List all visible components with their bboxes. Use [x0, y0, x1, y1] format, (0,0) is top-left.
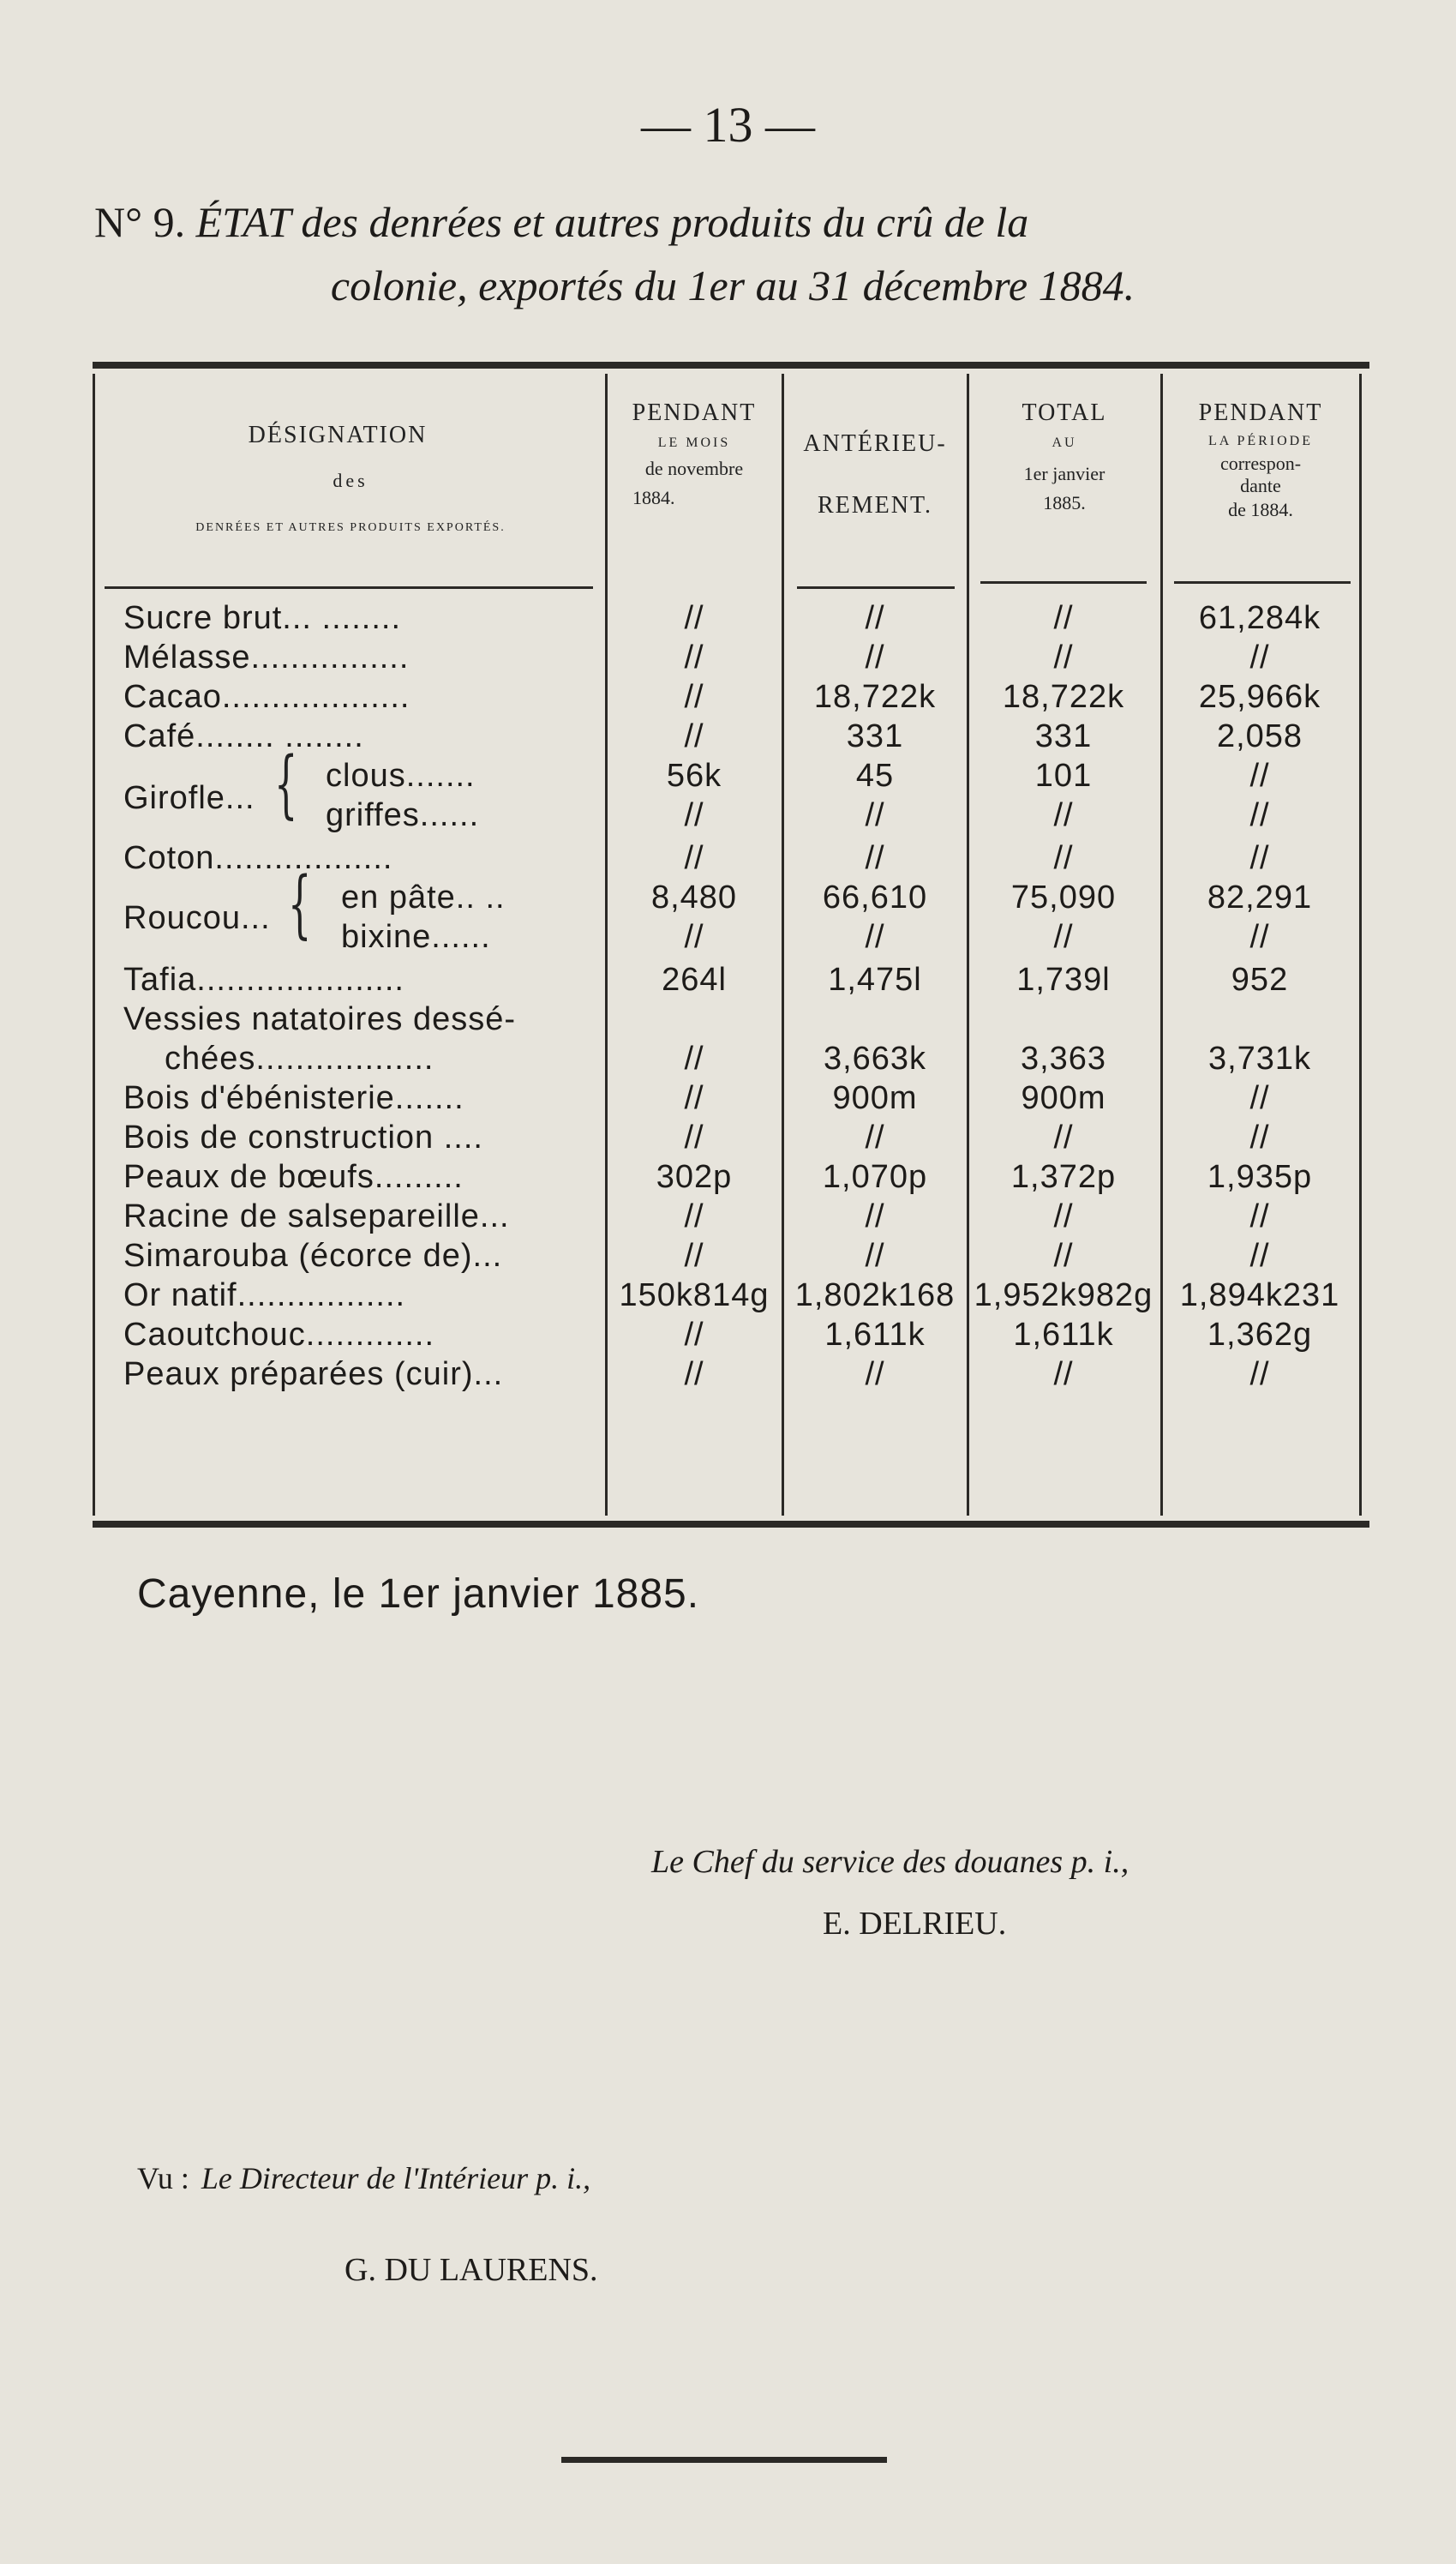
table-row: Mélasse................ // // // //	[123, 639, 1270, 676]
brace-icon: {	[288, 862, 312, 947]
table-row: en pâte.. .. 8,480 66,610 75,090 82,291	[341, 880, 1313, 916]
table-row: Tafia..................... 264l 1,475l 1,739l 952	[123, 962, 1289, 998]
table-bottom-rule	[93, 1521, 1369, 1528]
table-row: bixine...... // // // //	[341, 919, 1270, 955]
approval-line	[137, 2160, 590, 2196]
table-row: Racine de salsepareille... // // // //	[123, 1198, 1270, 1234]
table-row: Bois de construction .... // // // //	[123, 1120, 1270, 1156]
title-line-2: colonie, exportés du 1er au 31 décembre 1884.	[330, 261, 1135, 309]
table-row: clous....... 56k 45 101 //	[326, 758, 1270, 794]
header-separator	[980, 581, 1147, 584]
header-separator	[1174, 581, 1351, 584]
table-right-border	[1359, 374, 1362, 1516]
table-row: Caoutchouc............. // 1,611k 1,611k 1,362g	[123, 1317, 1313, 1353]
header-separator	[105, 586, 593, 589]
brace-icon: {	[274, 742, 298, 827]
table-left-border	[93, 374, 95, 1516]
export-table	[93, 362, 1369, 1528]
approval-label: Vu :	[137, 2161, 189, 2195]
table-row: Peaux de bœufs......... 302p 1,070p 1,372p 1,935p	[123, 1159, 1313, 1195]
header-col-3: TOTAL AU 1er janvier 1885.	[1022, 399, 1107, 513]
table-row: Bois d'ébénisterie....... // 900m 900m //	[123, 1080, 1270, 1116]
document-title	[94, 190, 1380, 317]
table-row: Café........ ........ // 331 331 2,058	[123, 718, 1303, 754]
table-row: chées.................. // 3,663k 3,363 3,731k	[165, 1041, 1312, 1077]
group-label-girofle: Girofle...	[123, 780, 255, 816]
approval-title: Le Directeur de l'Intérieur p. i.,	[201, 2161, 591, 2195]
table-top-rule	[93, 362, 1369, 369]
signer-title: Le Chef du service des douanes p. i.,	[651, 1844, 1129, 1880]
header-designation: DÉSIGNATION des DENRÉES ET AUTRES PRODUITS EXPORTÉS.	[195, 422, 506, 534]
group-label-roucou: Roucou...	[123, 900, 271, 936]
table-row: griffes...... // // // //	[326, 797, 1270, 833]
table-row: Or natif................. 150k814g 1,802k168 1,952k982g 1,894k231	[123, 1277, 1340, 1313]
title-line-1: ÉTAT des denrées et autres produits du crû de la	[195, 198, 1029, 246]
header-col-4: PENDANT LA PÉRIODE correspon- dante de 1884.	[1198, 399, 1323, 520]
table-row: Coton.................. // // // //	[123, 840, 1270, 876]
signer-name: E. DELRIEU.	[823, 1906, 1007, 1942]
header-separator	[797, 586, 955, 589]
header-col-2: ANTÉRIEU- REMENT.	[803, 430, 947, 519]
approver-name: G. DU LAURENS.	[345, 2252, 598, 2288]
table-row: Simarouba (écorce de)... // // // //	[123, 1238, 1270, 1274]
table-row: Peaux préparées (cuir)... // // // //	[123, 1356, 1270, 1392]
table-row: Vessies natatoires dessé-	[123, 1001, 517, 1037]
table-row: Sucre brut... ........ // // // 61,284k	[123, 600, 1321, 636]
place-date: Cayenne, le 1er janvier 1885.	[137, 1571, 700, 1617]
page-number: — 13 —	[641, 97, 815, 153]
header-col-1: PENDANT LE MOIS de novembre 1884.	[632, 399, 757, 508]
bottom-rule	[561, 2457, 887, 2463]
title-number: N° 9.	[94, 198, 186, 246]
table-row: Cacao................... // 18,722k 18,722k 25,966k	[123, 679, 1321, 715]
